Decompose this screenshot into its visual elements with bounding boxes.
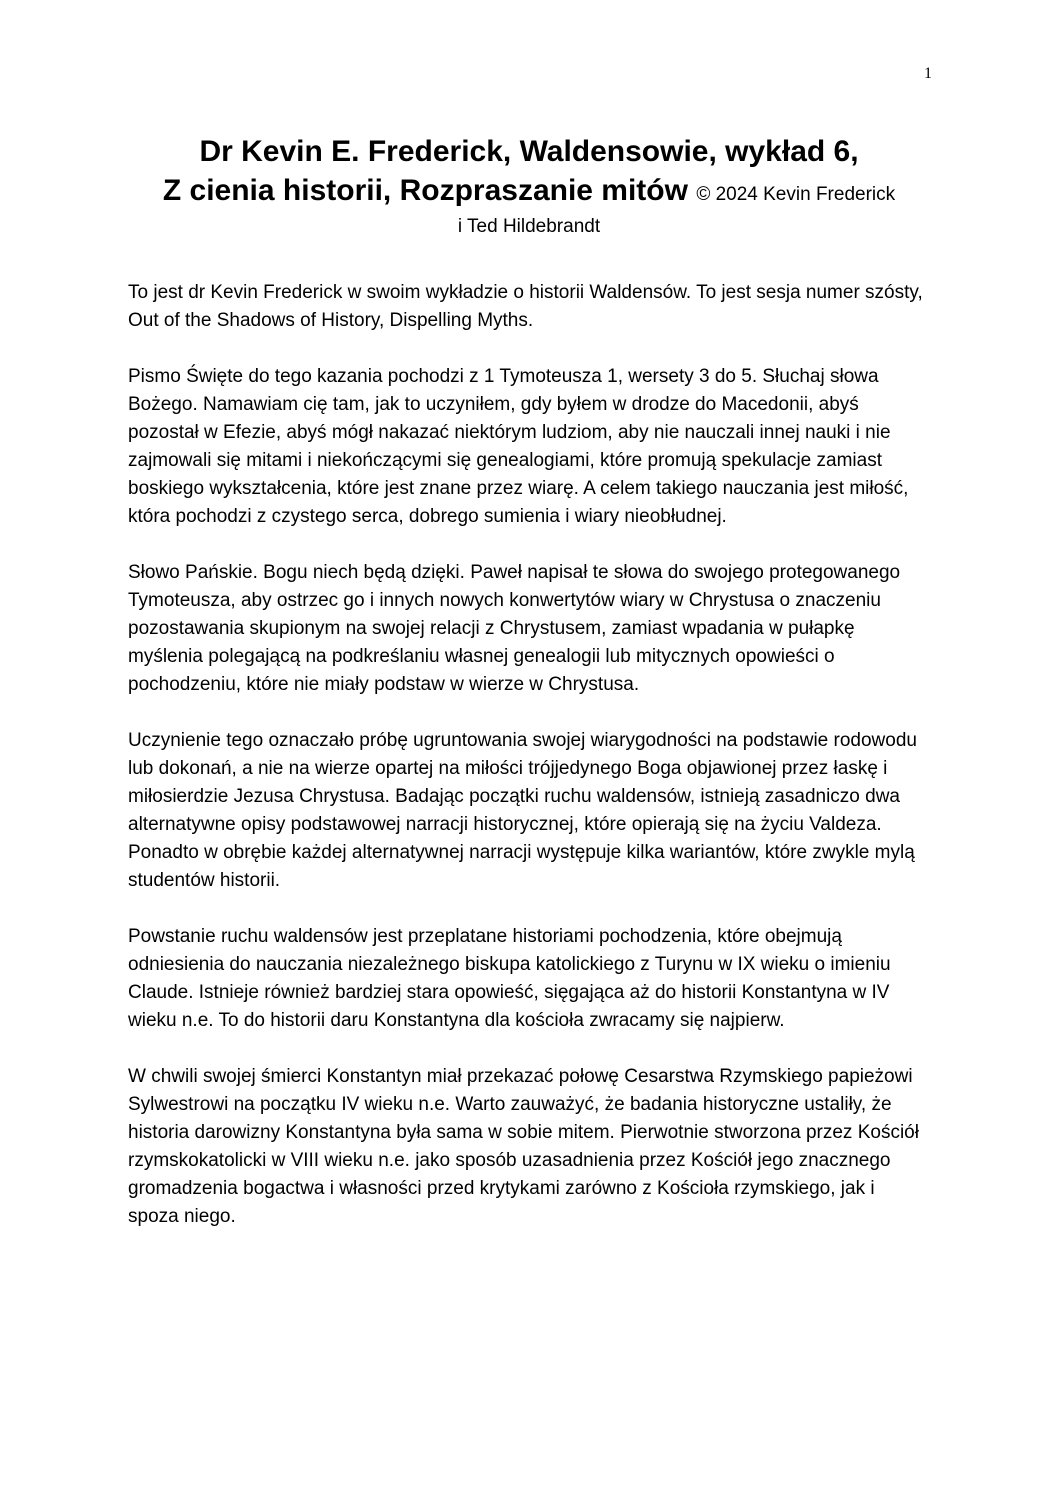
paragraph-1: To jest dr Kevin Frederick w swoim wykładzie o historii Waldensów. To jest sesja numer szósty, Out of the Shadows of History, Dispelling Myths. (128, 282, 923, 331)
document-title (120, 132, 938, 240)
paragraph-4: Uczynienie tego oznaczało próbę ugruntowania swojej wiarygodności na podstawie rodowodu lub dokonań, a nie na wierze opartej na miłości trójjedynego Boga objawionej przez łaskę i miłosierdzie Jezusa Chrystusa. Badając początki ruchu waldensów, istnieją zasadniczo dwa alternatywne opisy podstawowej narracji historycznej, które opierają się na życiu Valdeza. Ponadto w obrębie każdej alternatywnej narracji występuje kilka wariantów, które zwykle mylą studentów historii. (128, 730, 917, 891)
title-line-1: Dr Kevin E. Frederick, Waldensowie, wykład 6, (199, 135, 859, 168)
document-body (128, 279, 928, 1259)
paragraph-5: Powstanie ruchu waldensów jest przeplatane historiami pochodzenia, które obejmują odniesienia do nauczania niezależnego biskupa katolickiego z Turynu w IX wieku o imieniu Claude. Istnieje również bardziej stara opowieść, sięgająca aż do historii Konstantyna w IV wieku n.e. To do historii daru Konstantyna dla kościoła zwracamy się najpierw. (128, 926, 891, 1031)
paragraph-3: Słowo Pańskie. Bogu niech będą dzięki. Paweł napisał te słowa do swojego protegowanego Tymoteusza, aby ostrzec go i innych nowych konwertytów wiary w Chrystusa o znaczeniu pozostawania skupionym na swojej relacji z Chrystusem, zamiast wpadania w pułapkę myślenia polegającą na podkreślaniu własnej genealogii lub mitycznych opowieści o pochodzeniu, które nie miały podstaw w wierze w Chrystusa. (128, 562, 901, 695)
title-line-2 (120, 171, 938, 214)
copyright-authors-tail: i Ted Hildebrandt (457, 216, 601, 237)
paragraph-2: Pismo Święte do tego kazania pochodzi z 1 Tymoteusza 1, wersety 3 do 5. Słuchaj słowa Bożego. Namawiam cię tam, jak to uczyniłem, gdy byłem w drodze do Macedonii, abyś pozostał w Efezie, abyś mógł nakazać niektórym ludziom, aby nie nauczali innej nauki i nie zajmowali się mitami i niekończącymi się genealogiami, które promują spekulacje zamiast boskiego wykształcenia, które jest znane przez wiarę. A celem takiego nauczania jest miłość, która pochodzi z czystego serca, dobrego sumienia i wiary nieobłudnej. (128, 366, 909, 527)
title-line-2-text: Z cienia historii, Rozpraszanie mitów (162, 174, 688, 207)
paragraph-6: W chwili swojej śmierci Konstantyn miał przekazać połowę Cesarstwa Rzymskiego papieżowi Sylwestrowi na początku IV wieku n.e. Warto zauważyć, że badania historyczne ustaliły, że historia darowizny Konstantyna była sama w sobie mitem. Pierwotnie stworzona przez Kościół rzymskokatolicki w VIII wieku n.e. jako sposób uzasadnienia przez Kościół jego znacznego gromadzenia bogactwa i własności przed krytykami zarówno z Kościoła rzymskiego, jak i spoza niego. (128, 1066, 919, 1227)
page-number: 1 (924, 65, 932, 82)
copyright-notice: © 2024 Kevin Frederick (696, 184, 896, 205)
